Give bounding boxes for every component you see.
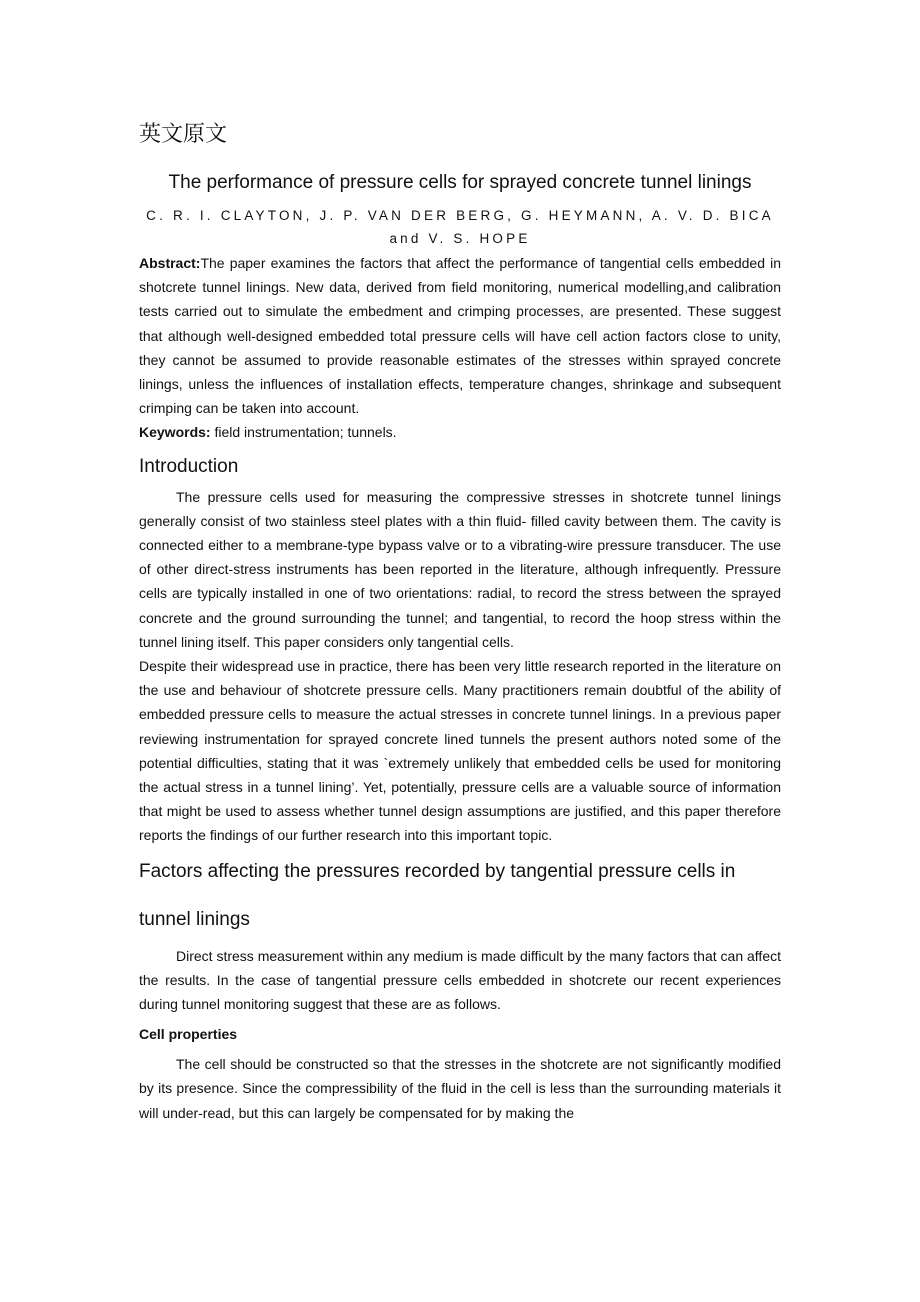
introduction-paragraph-2: Despite their widespread use in practice, there has been very little research reported in the literature on the use and behaviour of shotcrete pressure cells. Many practitioners remain doubtful of the ability of embedded pressure cells to measure the actual stresses in concrete tunnel linings. In a previous paper reviewing instrumentation for sprayed concrete lined tunnels the present authors noted some of the potential difficulties, stating that it was `extremely unlikely that embedded cells be used for monitoring the actual stress in a tunnel lining’. Yet, potentially, pressure cells are a valuable source of information that might be used to assess whether tunnel design assumptions are justified, and this paper therefore reports the findings of our further research into this important topic.: [139, 658, 781, 844]
cell-properties-heading: Cell properties: [139, 1026, 238, 1043]
keywords-text: field instrumentation; tunnels.: [210, 424, 397, 441]
factors-paragraph-1: Direct stress measurement within any medium is made difficult by the many factors that can affect the results. In the case of tangential pressure cells embedded in shotcrete our recent experiences during tunnel monitoring suggest that these are as follows.: [139, 947, 781, 1013]
cell-properties-paragraph-1: The cell should be constructed so that the stresses in the shotcrete are not significantly modified by its presence. Since the compressibility of the fluid in the cell is less than the surrounding materials it will under-read, but this can largely be compensated for by making the: [139, 1056, 781, 1121]
paper-title: The performance of pressure cells for sprayed concrete tunnel linings: [168, 172, 752, 193]
introduction-paragraph-1: The pressure cells used for measuring the compressive stresses in shotcrete tunnel linings generally consist of two stainless steel plates with a thin fluid- filled cavity between them. The cavity is connected either to a membrane-type bypass valve or to a vibrating-wire pressure transducer. The use of other direct-stress instruments has been reported in the literature, although infrequently. Pressure cells are typically installed in one of two orientations: radial, to record the stress between the sprayed concrete and the ground surrounding the tunnel; and tangential, to record the hoop stress within the tunnel lining itself. This paper considers only tangential cells.: [139, 488, 781, 650]
keywords-label: Keywords:: [139, 424, 211, 441]
introduction-heading: Introduction: [139, 455, 239, 477]
abstract-paragraph: [139, 251, 781, 420]
document-page: [139, 120, 781, 1125]
factors-heading: Factors affecting the pressures recorded by tangential pressure cells in tunnel linings: [139, 860, 736, 930]
keywords-paragraph: [139, 420, 781, 444]
chinese-section-label: 英文原文: [139, 122, 228, 147]
abstract-text: The paper examines the factors that affect the performance of tangential cells embedded in shotcrete tunnel linings. New data, derived from field monitoring, numerical modelling,and calibration tests carried out to simulate the embedment and crimping processes, are presented. These suggest that although well-designed embedded total pressure cells will have cell action factors close to unity, they cannot be assumed to provide reasonable estimates of the stresses within sprayed concrete linings, unless the influences of installation effects, temperature changes, shrinkage and subsequent crimping can be taken into account.: [139, 255, 781, 417]
paper-authors: C. R. I. CLAYTON, J. P. VAN DER BERG, G. HEYMANN, A. V. D. BICA and V. S. HOPE: [146, 208, 774, 246]
abstract-label: Abstract:: [139, 255, 201, 271]
